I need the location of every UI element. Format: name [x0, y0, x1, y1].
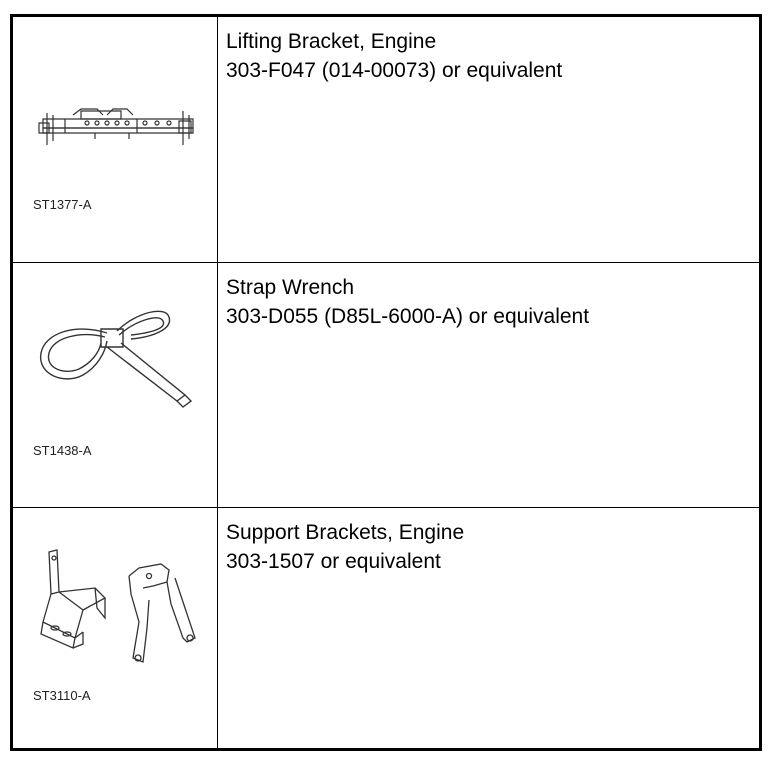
figure-code: ST3110-A: [33, 688, 91, 703]
tool-description: [218, 508, 759, 748]
figure-code: ST1438-A: [33, 443, 92, 458]
tool-image-cell: [13, 17, 218, 262]
strap-wrench-icon: [35, 303, 195, 413]
support-brackets-icon: [35, 548, 205, 678]
lifting-bracket-icon: [37, 101, 197, 161]
tool-name: Support Brackets, Engine: [226, 521, 465, 544]
tool-row-lifting-bracket: [13, 17, 759, 262]
tool-part-number: 303-F047 (014-00073) or equivalent: [226, 59, 563, 82]
tool-name: Lifting Bracket, Engine: [226, 30, 437, 53]
tool-name: Strap Wrench: [226, 276, 354, 299]
special-tools-table: [10, 14, 762, 751]
tool-image-cell: [13, 263, 218, 507]
tool-row-strap-wrench: [13, 262, 759, 507]
tool-part-number: 303-1507 or equivalent: [226, 550, 441, 573]
tool-part-number: 303-D055 (D85L-6000-A) or equivalent: [226, 305, 590, 328]
figure-code: ST1377-A: [33, 197, 92, 212]
tool-row-support-brackets: [13, 507, 759, 748]
tool-description: [218, 263, 759, 507]
tool-description: [218, 17, 759, 262]
tool-image-cell: [13, 508, 218, 748]
